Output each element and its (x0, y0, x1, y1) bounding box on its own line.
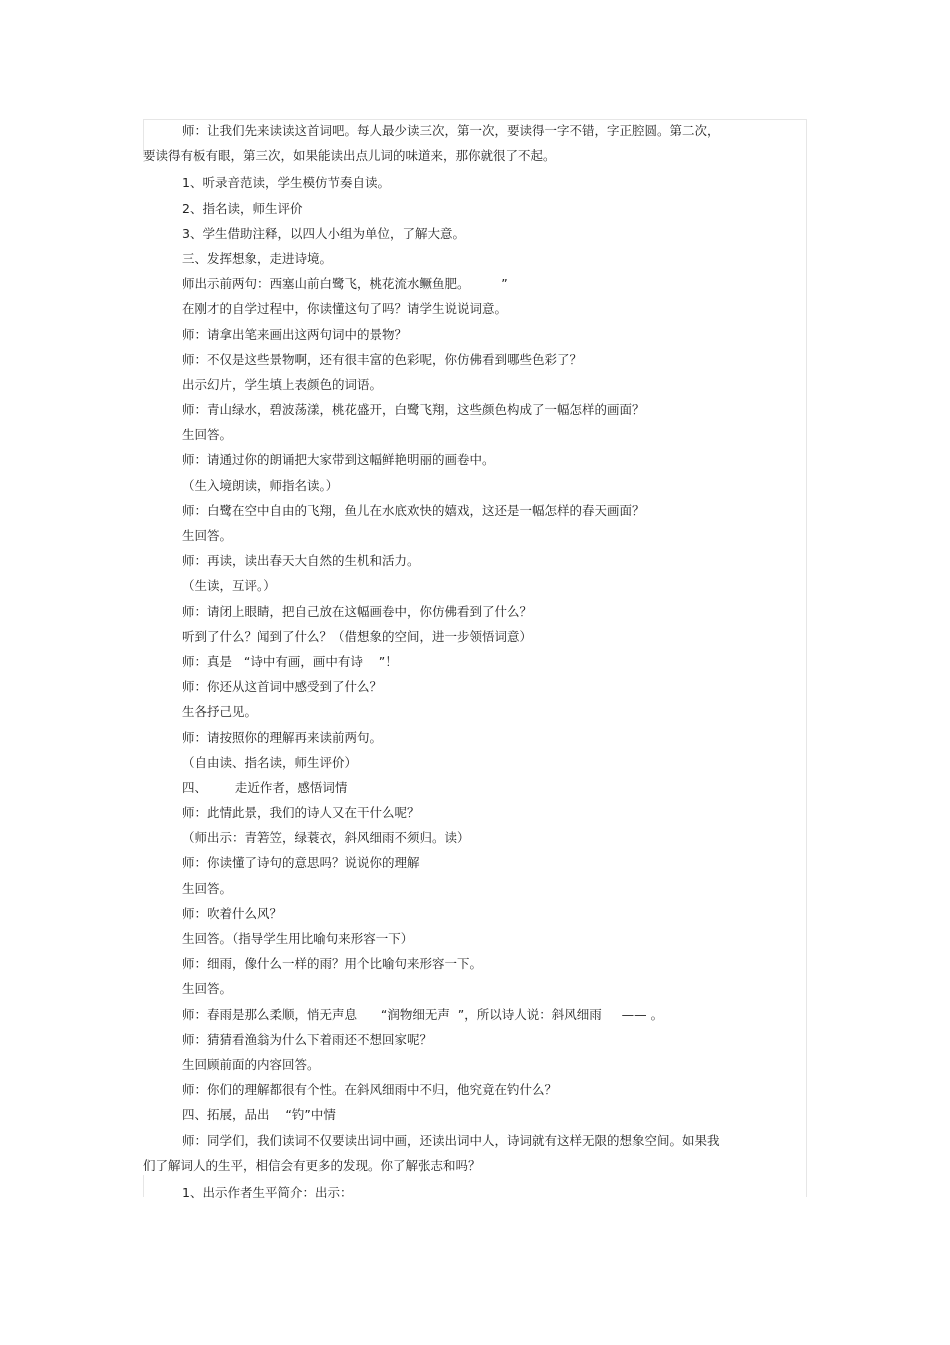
text-line: 1、出示作者生平简介：出示： (182, 1184, 353, 1200)
document-body (143, 118, 743, 1205)
text-line: 师：让我们先来读读这首词吧。每人最少读三次，第一次，要读得一字不错，字正腔圆。第二次， (182, 123, 720, 138)
text-line: 师：请闭上眼睛，把自己放在这幅画卷中，你仿佛看到了什么？ (182, 603, 533, 619)
text-line: 师出示前两句：西塞山前白鹭飞，桃花流水鳜鱼肥。 ” (182, 276, 508, 292)
text-line: 师：同学们，我们读词不仅要读出词中画，还读出词中人，诗词就有这样无限的想象空间。如果我 (182, 1132, 720, 1148)
paragraph-author-intro (143, 1128, 743, 1178)
text-line: 生各抒己见。 (182, 704, 258, 720)
text-line: 生回答。 (182, 427, 233, 443)
section-heading: 四、拓展，品出 “钓”中情 (182, 1107, 336, 1123)
text-line: 生回答。 (182, 528, 233, 543)
section-heading: 四、 走近作者，感悟词情 (182, 779, 348, 795)
text-line: 师：此情此景，我们的诗人又在干什么呢？ (182, 805, 420, 821)
text-line: 师：吹着什么风？ (182, 905, 283, 921)
text-line: 师：你读懂了诗句的意思吗？说说你的理解 (182, 855, 420, 871)
text-line: （自由读、指名读，师生评价） (182, 754, 358, 770)
text-line: 师：春雨是那么柔顺，悄无声息 “润物细无声 ”，所以诗人说：斜风细雨 —— 。 (182, 1006, 664, 1022)
text-line: 们了解词人的生平，相信会有更多的发现。你了解张志和吗？ (143, 1157, 481, 1173)
text-line: 师：再读，读出春天大自然的生机和活力。 (182, 553, 420, 569)
paragraph-reading-instruction (143, 118, 743, 168)
text-line: 出示幻片，学生填上表颜色的词语。 (182, 376, 383, 392)
text-line: 师：青山绿水，碧波荡漾，桃花盛开，白鹭飞翔，这些颜色构成了一幅怎样的画面？ (182, 402, 645, 418)
text-line: （生读，互评。） (182, 578, 276, 594)
text-line: 生回答。 (182, 981, 233, 997)
text-line: 师：猜猜看渔翁为什么下着雨还不想回家呢？ (182, 1031, 433, 1047)
text-line: 1、听录音范读，学生模仿节奏自读。 (182, 175, 390, 191)
text-line: （师出示：青箬笠，绿蓑衣，斜风细雨不须归。读） (182, 830, 470, 846)
text-line: 2、指名读，师生评价 (182, 200, 303, 216)
text-line: 师：请按照你的理解再来读前两句。 (182, 729, 383, 745)
text-line: 师：你们的理解都很有个性。在斜风细雨中不归，他究竟在钓什么？ (182, 1082, 558, 1098)
text-line: 师：白鹭在空中自由的飞翔，鱼儿在水底欢快的嬉戏，这还是一幅怎样的春天画面？ (182, 502, 645, 518)
text-line: 生回顾前面的内容回答。 (182, 1056, 320, 1072)
text-line: 要读得有板有眼，第三次，如果能读出点儿词的味道来，那你就很了不起。 (143, 148, 556, 164)
text-line: 师：请通过你的朗诵把大家带到这幅鲜艳明丽的画卷中。 (182, 452, 495, 468)
text-line: 生回答。（指导学生用比喻句来形容一下） (182, 931, 414, 946)
text-line: 师：真是 “诗中有画，画中有诗 ”！ (182, 653, 398, 669)
page-frame-right (806, 119, 807, 1197)
text-line: 师：你还从这首词中感受到了什么？ (182, 679, 383, 695)
section-heading: 三、发挥想象，走进诗境。 (182, 250, 333, 266)
text-line: （生入境朗读，师指名读。） (182, 477, 339, 493)
text-line: 师：请拿出笔来画出这两句词中的景物？ (182, 326, 408, 342)
text-line: 3、学生借助注释，以四人小组为单位，了解大意。 (182, 225, 465, 241)
text-line: 听到了什么？闻到了什么？（借想象的空间，进一步领悟词意） (182, 628, 533, 644)
text-line: 师：细雨，像什么一样的雨？用个比喻句来形容一下。 (182, 956, 483, 972)
text-line: 师：不仅是这些景物啊，还有很丰富的色彩呢，你仿佛看到哪些色彩了？ (182, 351, 583, 367)
text-line: 生回答。 (182, 880, 233, 896)
text-line: 在刚才的自学过程中，你读懂这句了吗？请学生说说词意。 (182, 301, 508, 317)
